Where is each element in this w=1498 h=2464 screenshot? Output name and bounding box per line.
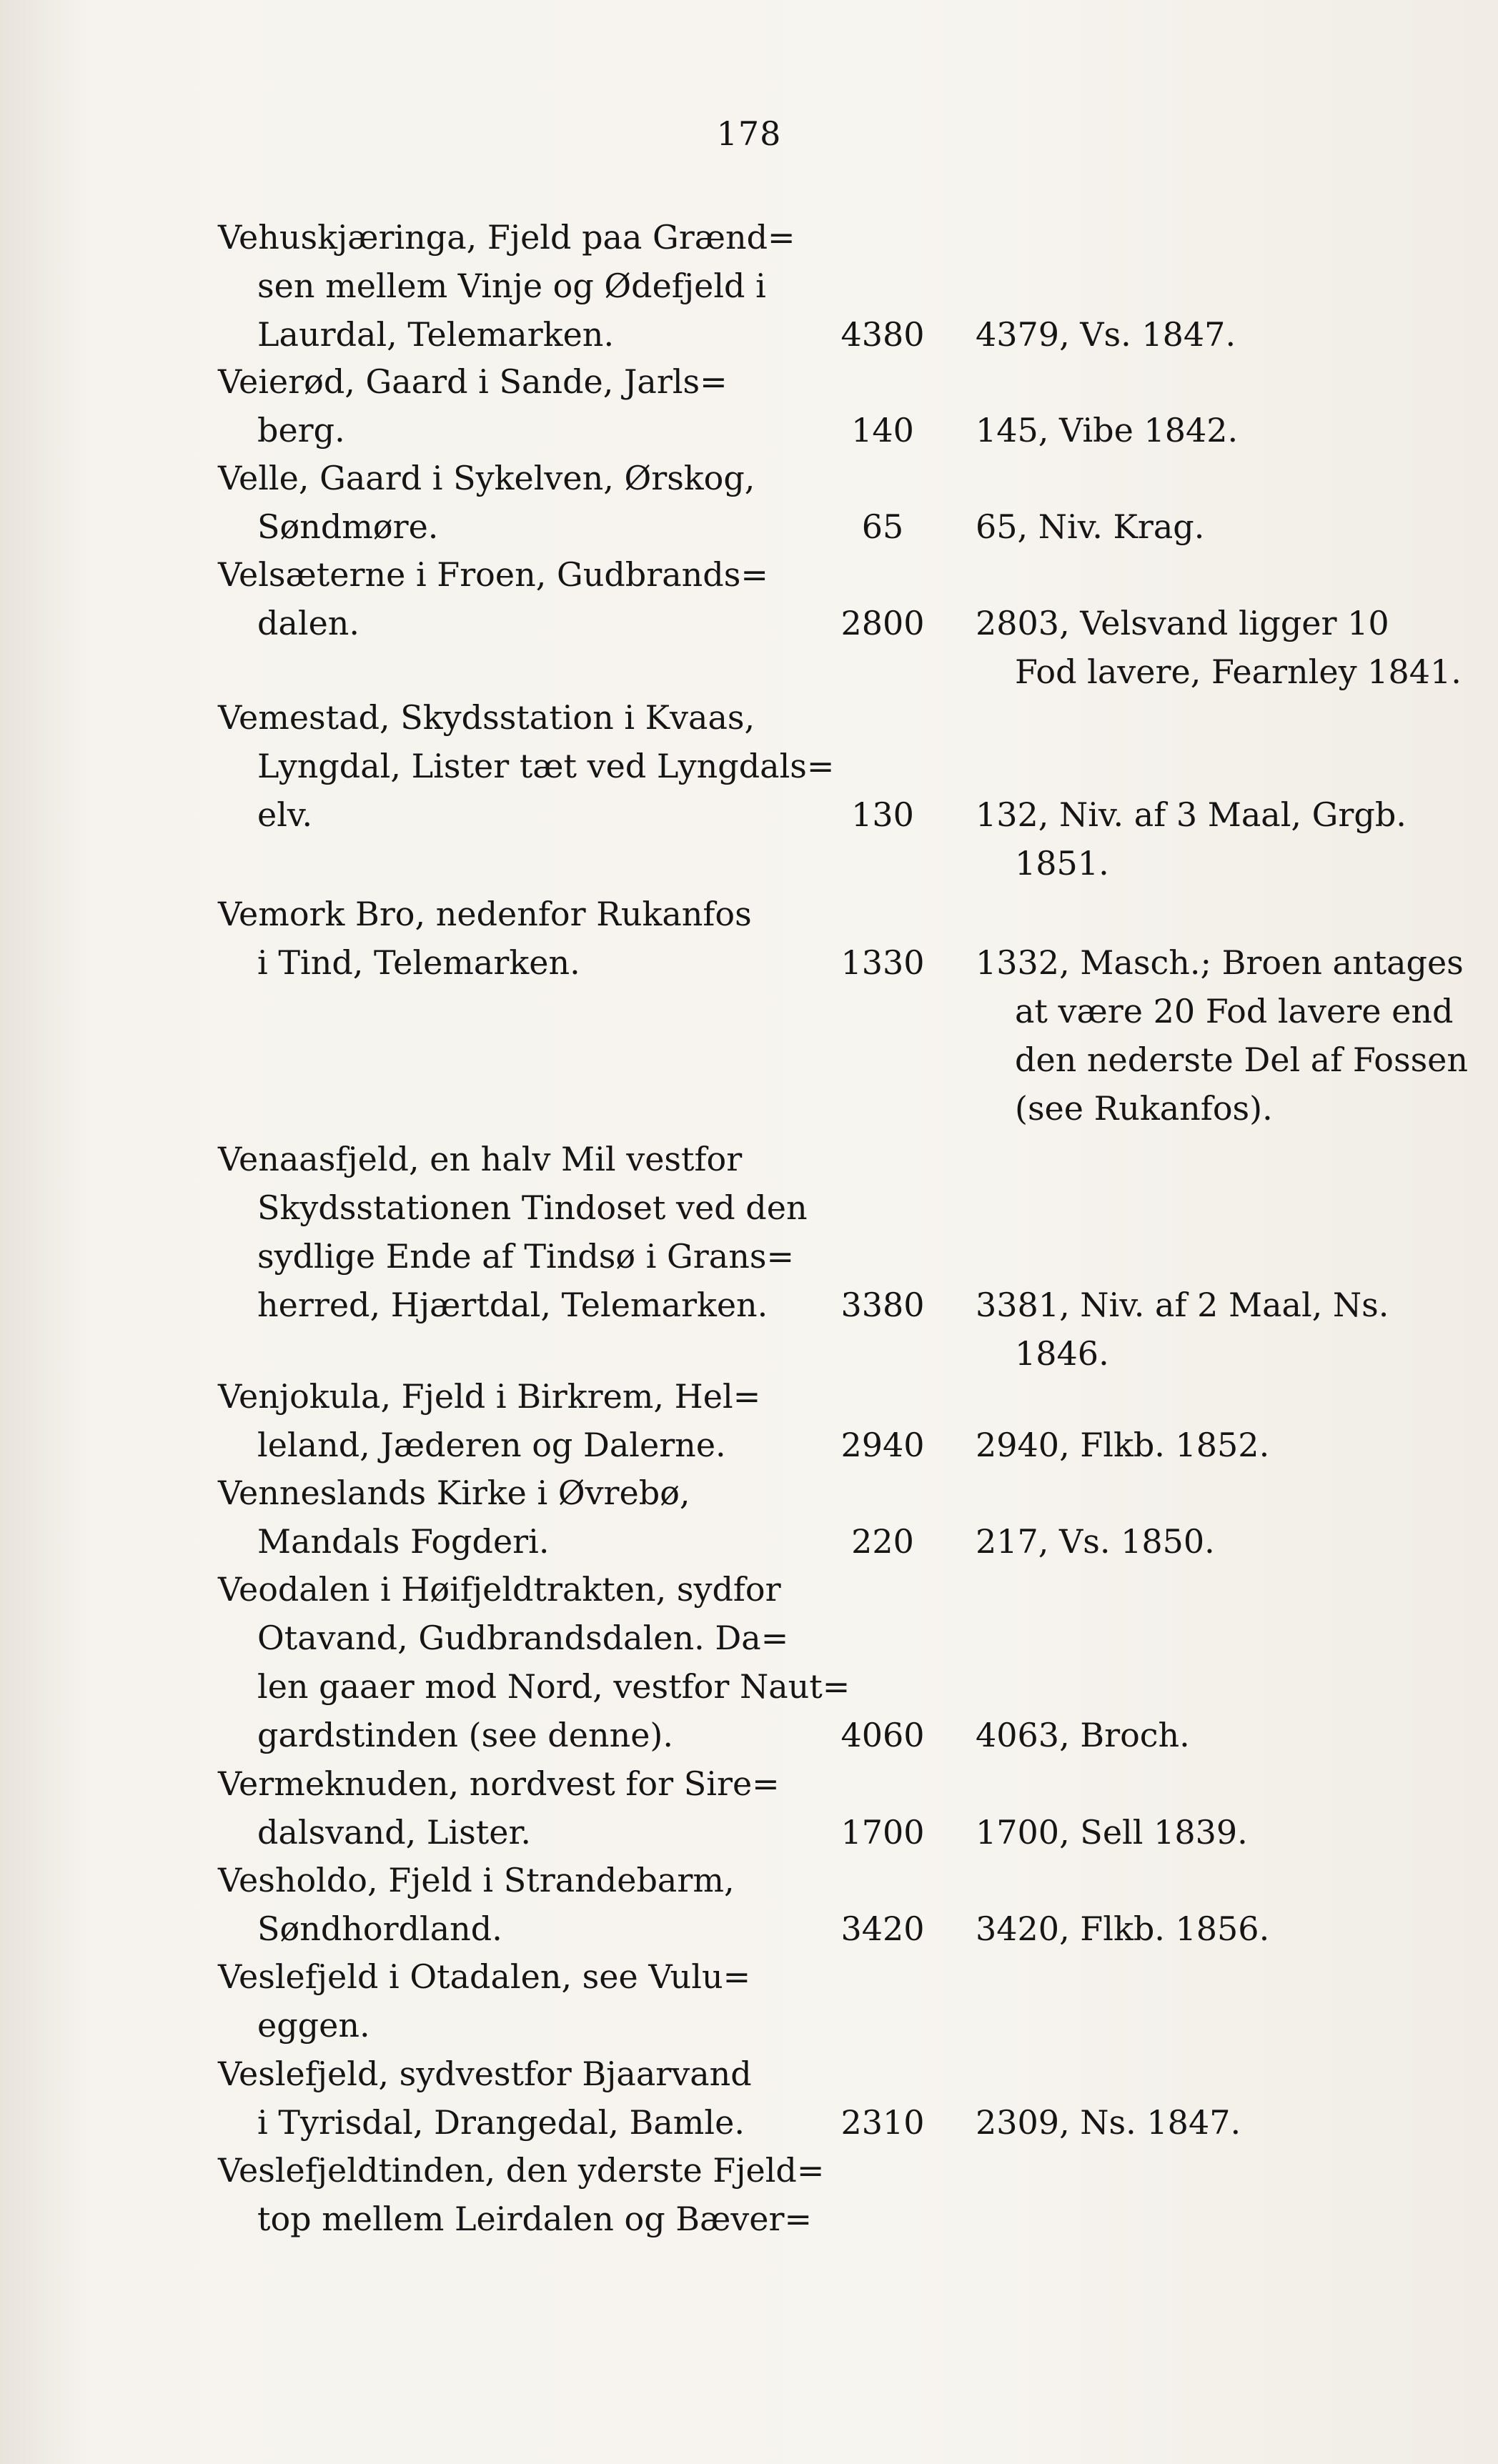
entry-place-description [218, 1565, 850, 1759]
note-line: Fod lavere, Fearnley 1841. [1015, 652, 1462, 691]
note-line: den nederste Del af Fossen [1015, 1040, 1469, 1079]
note-line: 1700, Sell 1839. [976, 1813, 1248, 1852]
entry-continuation-line: Skydsstationen Tindoset ved den [257, 1188, 808, 1227]
entry-place-description [218, 454, 811, 551]
entry-headline: Vemork Bro, nedenfor Rukanfos [218, 895, 752, 933]
entry-height-value: 4380 [840, 315, 925, 354]
entry-place-description [218, 1469, 811, 1566]
entry-continuation-line: Laurdal, Telemarken. [257, 315, 615, 354]
entry-measurement-note [976, 790, 1476, 888]
entry-height-value: 220 [851, 1522, 914, 1561]
entry-height-value: 2310 [840, 2103, 925, 2142]
entry-continuation-line: i Tind, Telemarken. [257, 943, 580, 982]
entry-height-value: 2800 [840, 604, 925, 642]
entry-continuation-line: len gaaer mod Nord, vestfor Naut= [257, 1667, 850, 1706]
entry-measurement-note [976, 1808, 1476, 1857]
entry-continuation-line: elv. [257, 795, 313, 834]
entry-continuation-line: dalen. [257, 604, 360, 642]
entry-place-description [218, 213, 811, 359]
entry-headline: Venaasfjeld, en halv Mil vestfor [218, 1140, 743, 1178]
entry-height-value: 4060 [840, 1716, 925, 1754]
note-line: 1332, Masch.; Broen antages [976, 943, 1464, 982]
entry-continuation-line: sen mellem Vinje og Ødefjeld i [257, 267, 766, 305]
entry-place-description [218, 550, 811, 647]
note-line: 3420, Flkb. 1856. [976, 1909, 1270, 1948]
note-line: (see Rukanfos). [1015, 1089, 1273, 1128]
note-line: 1851. [1015, 844, 1109, 883]
note-line: 65, Niv. Krag. [976, 507, 1205, 546]
entry-continuation-line: Otavand, Gudbrandsdalen. Da= [257, 1619, 789, 1657]
entry-place-description [218, 1856, 811, 1953]
entry-continuation-line: Søndhordland. [257, 1909, 502, 1948]
entry-headline: Velsæterne i Froen, Gudbrands= [218, 555, 768, 594]
entry-height-value: 140 [851, 411, 914, 449]
entry-place-description [218, 1135, 811, 1329]
entry-measurement-note [976, 1517, 1476, 1566]
entry-place-description [218, 2050, 811, 2147]
note-line: 145, Vibe 1842. [976, 411, 1239, 449]
entry-continuation-line: Søndmøre. [257, 507, 439, 546]
entry-continuation-line: i Tyrisdal, Drangedal, Bamle. [257, 2103, 745, 2142]
entry-measurement-note [976, 502, 1476, 551]
entry-continuation-line: berg. [257, 411, 345, 449]
entry-headline: Vemestad, Skydsstation i Kvaas, [218, 698, 755, 737]
entry-headline: Vermeknuden, nordvest for Sire= [218, 1764, 780, 1803]
entry-measurement-note [976, 1904, 1476, 1953]
entry-measurement-note [976, 599, 1476, 696]
entry-height-value: 1700 [840, 1813, 925, 1852]
entry-headline: Veslefjeld, sydvestfor Bjaarvand [218, 2055, 752, 2093]
entry-headline: Vesholdo, Fjeld i Strandebarm, [218, 1861, 735, 1899]
page-number: 178 [716, 114, 782, 153]
entry-place-description [218, 1952, 811, 2050]
entry-place-description [218, 890, 811, 987]
entry-headline: Venjokula, Fjeld i Birkrem, Hel= [218, 1377, 761, 1416]
entry-continuation-line: leland, Jæderen og Dalerne. [257, 1426, 726, 1464]
entry-continuation-line: Mandals Fogderi. [257, 1522, 550, 1561]
entry-headline: Veodalen i Høifjeldtrakten, sydfor [218, 1570, 781, 1609]
entry-place-description [218, 357, 811, 454]
entry-headline: Vehuskjæringa, Fjeld paa Grænd= [218, 218, 795, 257]
entry-continuation-line: eggen. [257, 2006, 370, 2045]
entry-headline: Veslefjeldtinden, den yderste Fjeld= [218, 2151, 825, 2190]
entry-height-value: 1330 [840, 943, 925, 982]
note-line: 132, Niv. af 3 Maal, Grgb. [976, 795, 1407, 834]
entry-height-value: 3380 [840, 1286, 925, 1324]
entry-continuation-line: sydlige Ende af Tindsø i Grans= [257, 1237, 794, 1276]
entry-height-value: 2940 [840, 1426, 925, 1464]
note-line: 4379, Vs. 1847. [976, 315, 1236, 354]
note-line: at være 20 Fod lavere end [1015, 992, 1454, 1030]
entry-place-description [218, 1372, 811, 1469]
entry-place-description [218, 2146, 825, 2243]
entry-continuation-line: Lyngdal, Lister tæt ved Lyngdals= [257, 747, 835, 785]
note-line: 2803, Velsvand ligger 10 [976, 604, 1389, 642]
note-line: 217, Vs. 1850. [976, 1522, 1215, 1561]
entry-place-description [218, 693, 835, 839]
entry-headline: Velle, Gaard i Sykelven, Ørskog, [218, 459, 755, 497]
entry-continuation-line: gardstinden (see denne). [257, 1716, 673, 1754]
entry-place-description [218, 1759, 811, 1857]
note-line: 3381, Niv. af 2 Maal, Ns. [976, 1286, 1389, 1324]
entry-height-value: 3420 [840, 1909, 925, 1948]
entry-headline: Venneslands Kirke i Øvrebø, [218, 1474, 690, 1512]
entry-measurement-note [976, 406, 1476, 454]
entry-measurement-note [976, 1711, 1476, 1759]
entry-height-value: 130 [851, 795, 914, 834]
entry-continuation-line: top mellem Leirdalen og Bæver= [257, 2200, 813, 2238]
note-line: 2940, Flkb. 1852. [976, 1426, 1270, 1464]
entry-measurement-note [976, 2098, 1476, 2147]
entry-height-value: 65 [861, 507, 904, 546]
entry-continuation-line: herred, Hjærtdal, Telemarken. [257, 1286, 768, 1324]
entry-measurement-note [976, 310, 1476, 359]
entry-headline: Veierød, Gaard i Sande, Jarls= [218, 362, 728, 401]
entry-measurement-note [976, 938, 1476, 1133]
note-line: 1846. [1015, 1334, 1109, 1373]
entry-measurement-note [976, 1421, 1476, 1469]
entry-headline: Veslefjeld i Otadalen, see Vulu= [218, 1957, 751, 1996]
entry-continuation-line: dalsvand, Lister. [257, 1813, 532, 1852]
entry-measurement-note [976, 1281, 1476, 1378]
note-line: 2309, Ns. 1847. [976, 2103, 1241, 2142]
note-line: 4063, Broch. [976, 1716, 1190, 1754]
